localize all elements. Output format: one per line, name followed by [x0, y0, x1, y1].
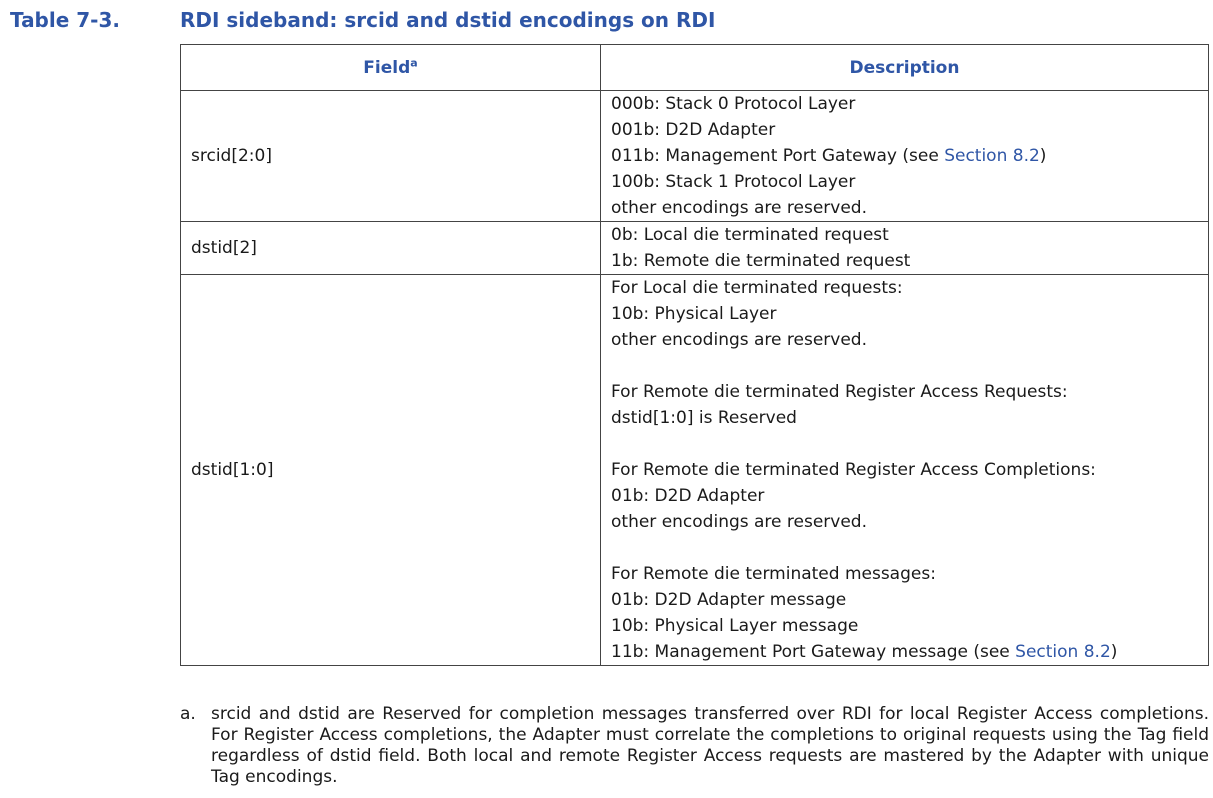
- description-cell: [601, 222, 1209, 275]
- description-text: For Remote die terminated Register Access Completions:: [611, 460, 1096, 480]
- description-text: 100b: Stack 1 Protocol Layer: [611, 172, 856, 192]
- description-line: [611, 143, 1198, 169]
- description-line: [611, 275, 1198, 301]
- encoding-table: [180, 44, 1209, 666]
- table-title: RDI sideband: srcid and dstid encodings on RDI: [180, 8, 716, 32]
- description-text-after: ): [1039, 146, 1047, 166]
- description-line: [611, 509, 1198, 535]
- section-link[interactable]: Section 8.2: [1015, 642, 1111, 662]
- footnote-marker: a.: [180, 704, 196, 724]
- description-line: [611, 91, 1198, 117]
- description-text: For Remote die terminated messages:: [611, 564, 936, 584]
- blank-line: [611, 431, 1198, 457]
- table-row: [181, 222, 1209, 275]
- description-line: [611, 639, 1198, 665]
- description-line: [611, 405, 1198, 431]
- description-line: [611, 483, 1198, 509]
- description-text: other encodings are reserved.: [611, 330, 868, 350]
- description-text: dstid[1:0] is Reserved: [611, 408, 797, 428]
- description-text: 1b: Remote die terminated request: [611, 251, 911, 271]
- description-text: 10b: Physical Layer message: [611, 616, 859, 636]
- section-link[interactable]: Section 8.2: [944, 146, 1040, 166]
- field-cell: srcid[2:0]: [181, 91, 601, 222]
- description-text: 000b: Stack 0 Protocol Layer: [611, 94, 856, 114]
- table-number: Table 7-3.: [10, 8, 120, 32]
- header-field: [181, 45, 601, 91]
- table-header-row: [181, 45, 1209, 91]
- table-row: [181, 275, 1209, 666]
- description-text: other encodings are reserved.: [611, 512, 868, 532]
- description-line: [611, 169, 1198, 195]
- description-text: 001b: D2D Adapter: [611, 120, 776, 140]
- header-field-label: Field: [363, 57, 411, 78]
- table-row: [181, 91, 1209, 222]
- description-line: [611, 379, 1198, 405]
- blank-line: [611, 535, 1198, 561]
- description-line: [611, 117, 1198, 143]
- description-line: [611, 222, 1198, 248]
- description-text: 10b: Physical Layer: [611, 304, 777, 324]
- description-cell: [601, 275, 1209, 666]
- description-line: [611, 248, 1198, 274]
- description-line: [611, 613, 1198, 639]
- description-text: 0b: Local die terminated request: [611, 225, 889, 245]
- description-line: [611, 301, 1198, 327]
- description-line: [611, 561, 1198, 587]
- blank-line: [611, 353, 1198, 379]
- description-line: [611, 327, 1198, 353]
- description-text: 11b: Management Port Gateway message (see: [611, 642, 1016, 662]
- footnote-text: srcid and dstid are Reserved for completion messages transferred over RDI for local Register Access completions. For Register Access completions, the Adapter must correlate the completions to original requests using the Tag field regardless of dstid field. Both local and remote Register Access requests are mastered by the Adapter with unique Tag encodings.: [211, 704, 1209, 787]
- description-text: 01b: D2D Adapter message: [611, 590, 847, 610]
- description-line: [611, 457, 1198, 483]
- table-caption: [10, 6, 715, 34]
- field-cell: dstid[1:0]: [181, 275, 601, 666]
- field-cell: dstid[2]: [181, 222, 601, 275]
- description-text: For Local die terminated requests:: [611, 278, 903, 298]
- footnote-ref: a: [410, 55, 418, 69]
- description-text: 011b: Management Port Gateway (see: [611, 146, 945, 166]
- description-text: other encodings are reserved.: [611, 198, 868, 218]
- description-cell: [601, 91, 1209, 222]
- description-text-after: ): [1110, 642, 1118, 662]
- footnote: [180, 704, 1209, 788]
- description-line: [611, 195, 1198, 221]
- header-description: Description: [601, 45, 1209, 91]
- description-text: For Remote die terminated Register Access Requests:: [611, 382, 1068, 402]
- description-line: [611, 587, 1198, 613]
- description-text: 01b: D2D Adapter: [611, 486, 765, 506]
